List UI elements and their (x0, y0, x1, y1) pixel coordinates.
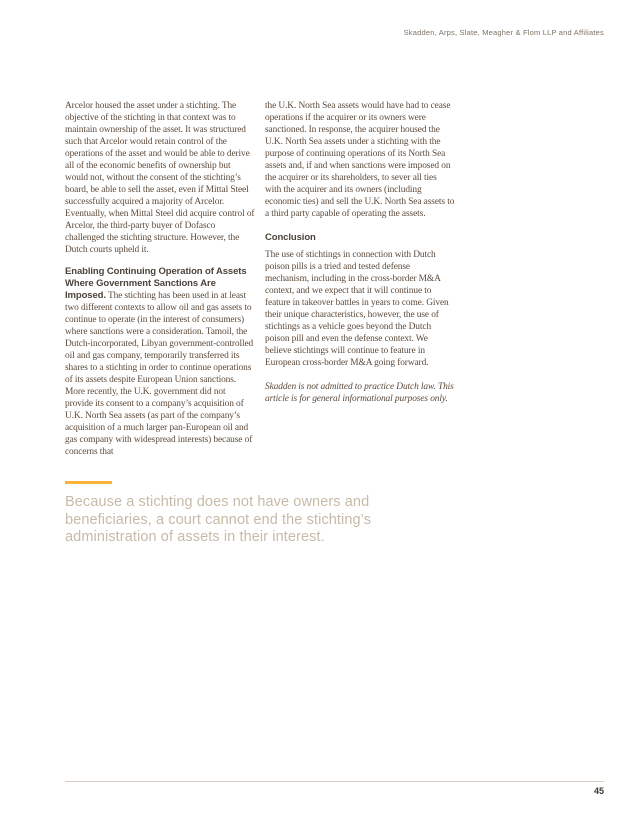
paragraph-sanctions-text: The stichting has been used in at least two different contexts to allow oil and gas assets to continue to operate (in the interest of consumers) where sanctions were a consideration. Tamoil, the Dutch-incorporated, Libyan government-controlled oil and gas company, temporarily transferred its shares to a stichting in order to continue operations of its assets despite European Union sanctions. More recently, the U.K. government did not provide its consent to a company’s acquisition of U.K. North Sea assets (as part of the company’s acquisition of a much larger pan-European oil and gas company with widespread interests) because of concerns that (65, 291, 254, 457)
right-column (265, 100, 455, 468)
paragraph-disclaimer: Skadden is not admitted to practice Dutch law. This article is for general informational purposes only. (265, 382, 454, 404)
paragraph-arcelor-stichting: Arcelor housed the asset under a stichting. The objective of the stichting in that context was to maintain ownership of the asset. It was structured such that Arcelor would retain control of the operations of the asset and would be able to derive all of the economic benefits of ownership but would not, without the consent of the stichting’s board, be able to sell the asset, even if Mittal Steel successfully acquired a majority of Arcelor. Eventually, when Mittal Steel did acquire control of Arcelor, the third-party buyer of Dofasco challenged the stichting structure. However, the Dutch courts upheld it. (65, 101, 255, 255)
accent-bar (65, 481, 112, 484)
paragraph-conclusion: The use of stichtings in connection with Dutch poison pills is a tried and tested defense mechanism, including in the cross-border M&A context, and we expect that it will continue to feature in takeover battles in years to come. Given their unique characteristics, however, the use of stichtings as a vehicle goes beyond the Dutch poison pill and even the defense context. We believe stichtings will continue to feature in European cross-border M&A going forward. (265, 250, 449, 368)
running-header-firm-name: Skadden, Arps, Slate, Meagher & Flom LLP and Affiliates (403, 28, 604, 37)
paragraph-north-sea: the U.K. North Sea assets would have had to cease operations if the acquirer or its owners were sanctioned. In response, the acquirer housed the U.K. North Sea assets under a stichting with the purpose of continuing operations of its North Sea assets and, if and when sanctions were imposed on the acquirer or its shareholders, to sever all ties with the acquirer and its owners (including economic ties) and sell the U.K. North Sea assets to a third party capable of operating the assets. (265, 101, 455, 219)
pull-quote-text: Because a stichting does not have owners and beneficiaries, a court cannot end the stichting’s administration of assets in their interest. (65, 494, 372, 545)
page-number: 45 (593, 786, 604, 796)
left-column (65, 100, 255, 468)
paragraph-sanctions (65, 266, 255, 458)
heading-conclusion: Conclusion (265, 232, 316, 243)
inline-heading-enabling-operation: Enabling Continuing Operation of Assets Where Government Sanctions Are Imposed. (65, 266, 247, 301)
article-body (65, 100, 455, 468)
footer-rule (65, 781, 604, 782)
pull-quote (65, 481, 417, 547)
